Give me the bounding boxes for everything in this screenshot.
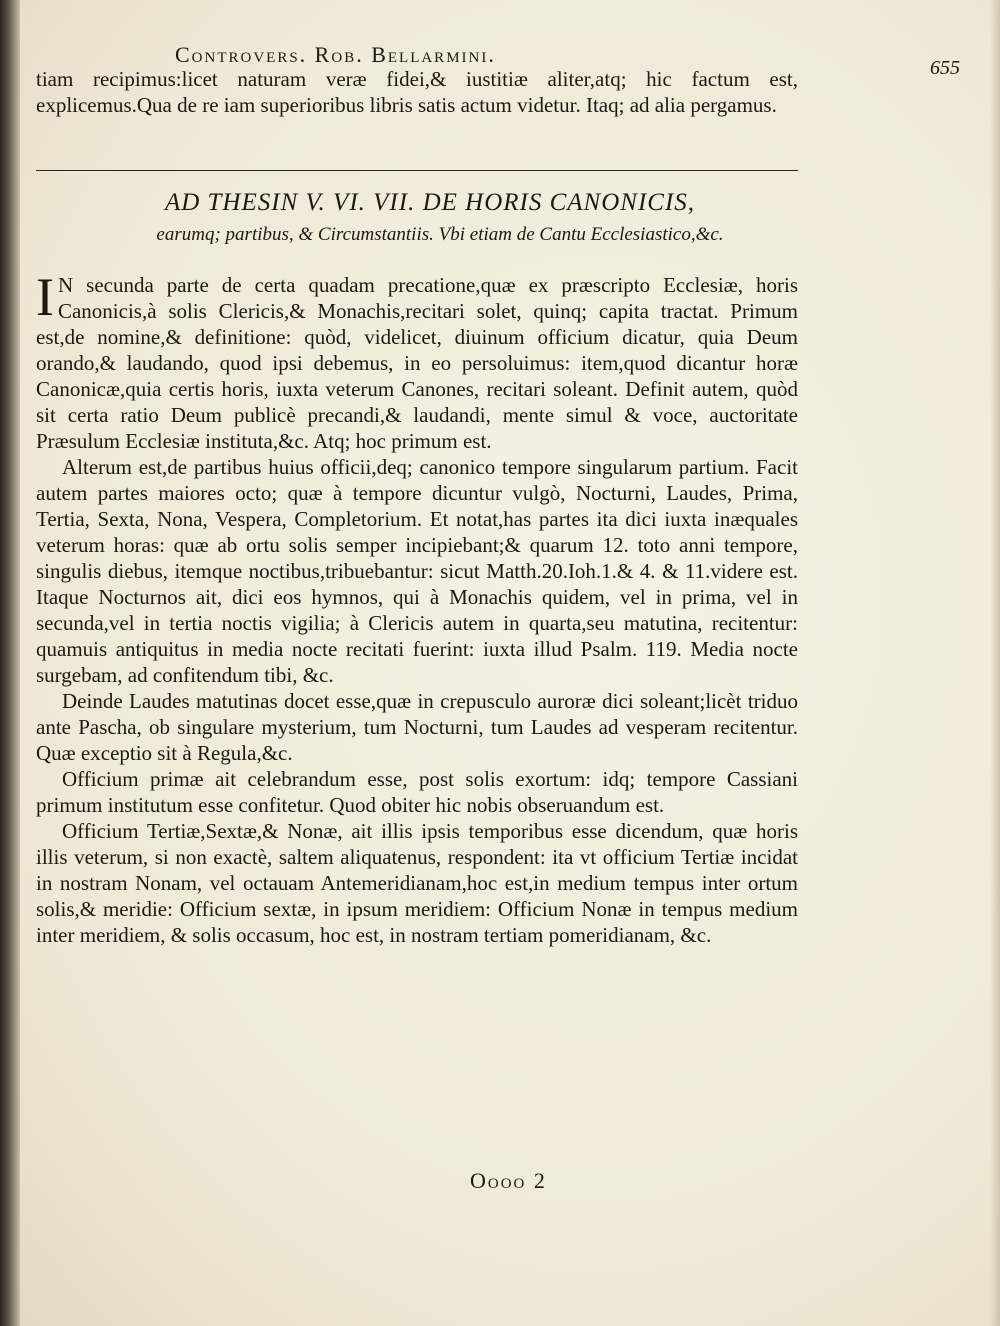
paragraph-1	[36, 267, 798, 454]
page-edge	[990, 0, 1000, 1326]
paragraph-3: Deinde Laudes matutinas docet esse,quæ in crepusculo auroræ dici soleant;licèt triduo ante Pascha, ob singulare mysterium, tum Nocturni, tum Laudes ad vesperam recitentur. Quæ exceptio sit à Regula,&c.	[36, 689, 798, 765]
page-number: 655	[930, 57, 960, 79]
paragraph-5: Officium Tertiæ,Sextæ,& Nonæ, ait illis ipsis temporibus esse dicendum, quæ horis illis veterum, si non exactè, saltem aliquatenus, respondent: ita vt officium Tertiæ incidat in nostram Nonam, vel octauam Antemeridianam,hoc est,in medium tempus inter ortum solis,& meridie: Officium sextæ, in ipsum meridiem: Officium Nonæ in tempus medium inter meridiem, & solis occasum, hoc est, in nostram tertiam pomeridianam, &c.	[36, 819, 798, 947]
paragraph-1-text: N secunda parte de certa quadam precatione,quæ ex præscripto Ecclesiæ, horis Canonicis,à solis Clericis,& Monachis,recitari solet, quinq; capita tractat. Primum est,de nomine,& definitione: quòd, videlicet, diuinum officium dicatur, quia Deum orando,& laudando, quod ipsi debemus, in eo persoluimus: item,quod dicantur horæ Canonicæ,quia certis horis, iuxta veterum Canones, recitari soleant. Definit autem, quòd sit certa ratio Deum publicè precandi,& laudandi, mente simul & voce, auctoritate Præsulum Ecclesiæ instituta,&c. Atq; hoc primum est.	[36, 273, 798, 453]
section-title: AD THESIN V. VI. VII. DE HORIS CANONICIS,	[164, 189, 696, 216]
section-divider	[36, 170, 798, 171]
paragraph-4: Officium primæ ait celebrandum esse, post solis exortum: idq; tempore Cassiani primum institutum esse confitetur. Quod obiter hic nobis obseruandum est.	[36, 767, 798, 817]
body-text	[36, 267, 798, 948]
drop-cap: I	[36, 267, 54, 327]
running-title: Controvers. Rob. Bellarmini.	[175, 42, 496, 67]
signature-mark: Oooo 2	[470, 1168, 547, 1193]
intro-paragraph	[36, 66, 798, 118]
paragraph-2: Alterum est,de partibus huius officii,deq; canonico tempore singularum partium. Facit autem partes maiores octo; quæ à tempore dicuntur vulgò, Nocturni, Laudes, Prima, Tertia, Sexta, Nona, Vespera, Completorium. Et notat,has partes ita dici iuxta inæquales veterum horas: quæ ab ortu solis semper incipiebant;& quarum 12. toto anni tempore, singulis diebus, itemque noctibus,tribuebantur: sicut Matth.20.Ioh.1.& 4. & 11.videre est. Itaque Nocturnos ait, dici eos hymnos, qui à Monachis quidem, vel in prima, vel in secunda,vel in tertia noctis vigilia; à Clericis autem in quarta,seu matutina, recitentur: quamuis antiquitus in media nocte recitati fuerint: iuxta illud Psalm. 119. Media nocte surgebam, ad confitendum tibi, &c.	[36, 455, 798, 687]
intro-text: tiam recipimus:licet naturam veræ fidei,& iustitiæ aliter,atq; hic factum est, explicemus.Qua de re iam superioribus libris satis actum videtur. Itaq; ad alia pergamus.	[36, 67, 798, 117]
book-gutter	[0, 0, 20, 1326]
section-subtitle: earumq; partibus, & Circumstantiis. Vbi etiam de Cantu Ecclesiastico,&c.	[156, 224, 724, 245]
